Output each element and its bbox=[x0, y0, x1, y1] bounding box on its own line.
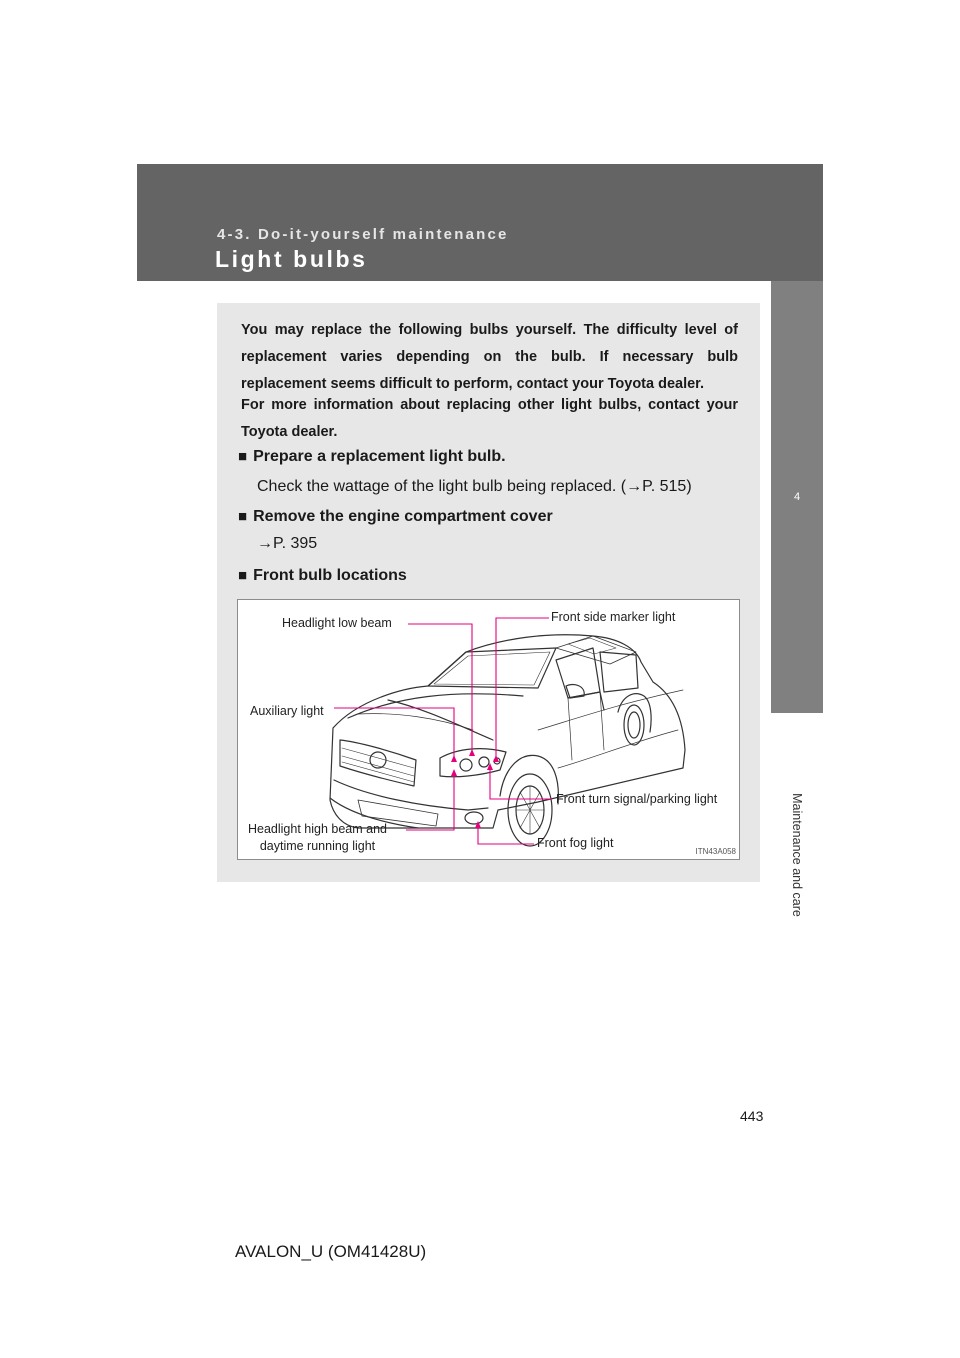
label-front-fog-light: Front fog light bbox=[537, 836, 614, 850]
side-tab-number: 4 bbox=[793, 491, 801, 503]
footer-model-code: AVALON_U (OM41428U) bbox=[235, 1242, 427, 1261]
square-bullet-icon: ■ bbox=[238, 508, 248, 525]
square-bullet-icon: ■ bbox=[238, 448, 248, 465]
bullet-heading-front-bulbs bbox=[238, 567, 407, 585]
bullet-heading-text: Prepare a replacement light bulb. bbox=[253, 448, 506, 465]
label-front-turn-signal: Front turn signal/parking light bbox=[556, 792, 718, 806]
page-number: 443 bbox=[740, 1108, 764, 1124]
side-tab-label: Maintenance and care bbox=[790, 793, 804, 917]
label-headlight-low-beam: Headlight low beam bbox=[282, 616, 392, 630]
intro-paragraph-1: You may replace the following bulbs yourself. The difficulty level of replacement varies depending on the bulb. If necessary bulb replacement seems difficult to perform, contact your Toyota dealer. bbox=[241, 322, 738, 392]
label-headlight-high-beam bbox=[248, 822, 387, 853]
figure-code: ITN43A058 bbox=[695, 847, 736, 856]
side-tab bbox=[771, 281, 823, 713]
bullet-heading-remove-cover bbox=[238, 508, 553, 526]
section-label: 4-3. Do-it-yourself maintenance bbox=[217, 226, 509, 243]
content-panel bbox=[217, 303, 760, 882]
bullet-heading-text: Remove the engine compartment cover bbox=[253, 508, 553, 525]
bullet-body-prepare: Check the wattage of the light bulb being replaced. (→P. 515) bbox=[257, 478, 692, 495]
intro-paragraph-2: For more information about replacing other light bulbs, contact your Toyota dealer. bbox=[241, 397, 738, 440]
page-title: Light bulbs bbox=[215, 246, 368, 272]
bullet-body-remove-cover: →P. 395 bbox=[257, 535, 318, 552]
label-front-side-marker: Front side marker light bbox=[551, 610, 676, 624]
square-bullet-icon: ■ bbox=[238, 567, 248, 584]
label-high-beam-line1: Headlight high beam and bbox=[248, 822, 387, 836]
header-bar bbox=[137, 164, 823, 281]
front-bulb-diagram bbox=[237, 599, 740, 860]
label-high-beam-line2: daytime running light bbox=[259, 839, 376, 853]
bullet-heading-text: Front bulb locations bbox=[253, 567, 407, 584]
label-auxiliary-light: Auxiliary light bbox=[250, 704, 324, 718]
bullet-heading-prepare bbox=[238, 448, 506, 466]
